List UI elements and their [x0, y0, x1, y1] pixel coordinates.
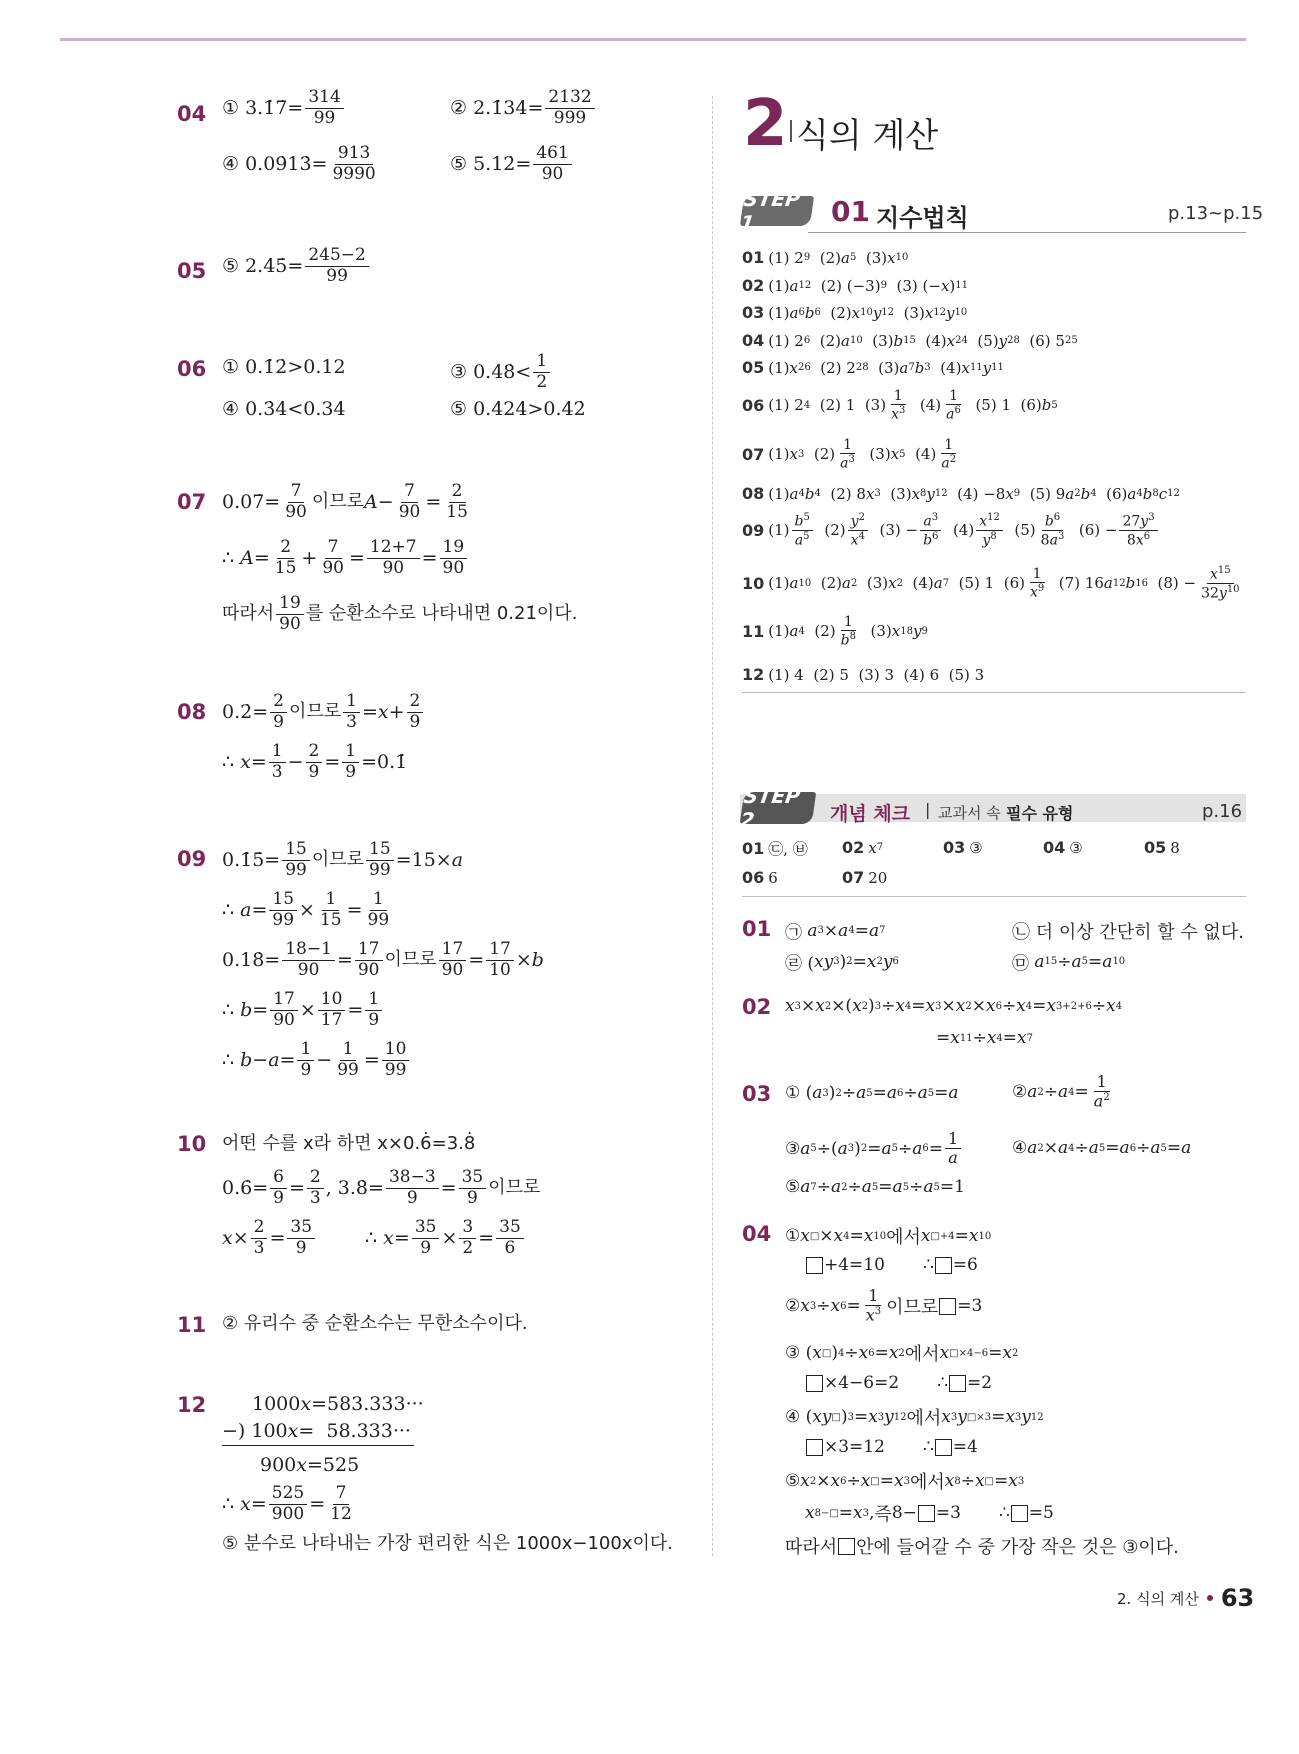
step1-answer: 07 (1) x 3 (2) $\frac{1}{a^3}$ (3) x 5 (4) $\frac{1}{a^2}$: [742, 437, 957, 472]
answer-line: = x 11 ÷ x 4 = x 7: [936, 1028, 1034, 1048]
step2-answer: 01 ㉢, ㉥: [742, 839, 808, 858]
step1-bottom-rule: [742, 692, 1246, 693]
step1-number: 01: [831, 195, 870, 228]
answer-line: ① ( a 3 ) 2 ÷ a 5 = a 6 ÷ a 5 = a: [785, 1083, 959, 1103]
answer-line: 0.2̇= $\frac{2}{9}$ 이므로 $\frac{1}{3}$ = x + $\frac{2}{9}$: [222, 692, 425, 732]
problem-number: 10: [177, 1132, 207, 1156]
top-rule: [60, 38, 1246, 41]
step1-answer: 06 (1) 2 4 (2) 1 (3) $\frac{1}{x^3}$ (4) $\frac{1}{a^6}$ (5) 1 (6) b 5: [742, 388, 1058, 423]
answer-line: x 3 × x 2 ×( x 2 ) 3 ÷ x 4 = x 3 × x 2 × x 6 ÷ x 4 = x 3+2+6 ÷ x 4: [785, 996, 1123, 1016]
answer-line: ⑤ a 7 ÷ a 2 ÷ a 5 = a 5 ÷ a 5 =1: [785, 1177, 965, 1197]
problem-number: 07: [177, 490, 207, 514]
step1-rule: [808, 232, 1246, 233]
answer-line: ㉡ 더 이상 간단히 할 수 없다.: [1012, 922, 1244, 943]
step2-answer: 03 ③: [943, 838, 983, 857]
answer-line: −) 100 x = 58.333···: [222, 1422, 414, 1446]
answer-line: ∴ b = $\frac{17}{90}$ × $\frac{10}{17}$ = $\frac{1}{9}$: [222, 990, 384, 1030]
problem-number: 01: [742, 917, 772, 941]
chapter-number: 2: [743, 87, 788, 161]
step1-page-ref: p.13~p.15: [1168, 203, 1264, 224]
step1-answer: 08 (1) a 4 b 4 (2) 8 x 3 (3) x 8 y 12 (4) −8 x 9 (5) 9 a 2 b 4 (6) a 4 b 8 c 12: [742, 484, 1180, 503]
answer-line: ×4−6=2 ∴ =2: [805, 1373, 992, 1393]
footer-section: 2. 식의 계산: [1117, 1589, 1199, 1608]
problem-number: 08: [177, 700, 207, 724]
step2-subtitle: 교과서 속: [938, 804, 1001, 822]
problem-number: 03: [742, 1082, 772, 1106]
answer-line: ⑤ 2.4̇5̇= $\frac{245-2}{99}$: [222, 246, 371, 286]
page-footer: [1117, 1584, 1254, 1612]
chapter-divider: [790, 120, 792, 142]
answer-line: ② a 2 ÷ a 4 = $\frac{1}{a^2}$: [1012, 1072, 1110, 1111]
step1-answer: 02 (1) a 12 (2) (−3) 9 (3) (− x ) 11: [742, 276, 968, 295]
column-divider: [712, 96, 713, 1556]
problem-number: 06: [177, 357, 207, 381]
answer-line: ② 2.1̇34̇= $\frac{2132}{999}$: [450, 88, 597, 128]
answer-line: 0.6̇= $\frac{6}{9}$ = $\frac{2}{3}$ , 3.8̇= $\frac{38-3}{9}$ = $\frac{35}{9}$ 이므로: [222, 1167, 541, 1208]
step2-answer: 07 20: [842, 868, 888, 887]
answer-line: 0.07̇= $\frac{7}{90}$ 이므로 A − $\frac{7}{90}$ = $\frac{2}{15}$: [222, 481, 468, 522]
answer-line: x 8−□ = x 3 , 즉 8− =3 ∴ =5: [805, 1503, 1054, 1525]
step1-answer: 04 (1) 2 6 (2) a 10 (3) b 15 (4) x 24 (5) y 28 (6) 5 25: [742, 331, 1078, 350]
step2-answer: 02 x 7: [842, 838, 884, 857]
answer-line: 어떤 수를 x라 하면 x×0.6̇=3.8̇: [222, 1133, 476, 1154]
step2-badge: STEP 2: [740, 792, 816, 824]
step2-subtitle-bold: 필수 유형: [1006, 804, 1074, 823]
answer-line: ⑤ 0.4̇24̇>0.42̇: [450, 398, 586, 420]
answer-line: x × $\frac{2}{3}$ = $\frac{35}{9}$ ∴ x = $\frac{35}{9}$ × $\frac{3}{2}$ = $\frac{35}{6}$: [222, 1218, 526, 1258]
problem-number: 04: [177, 102, 207, 126]
problem-number: 11: [177, 1313, 207, 1337]
answer-line: ④ ( xy □ ) 3 = x 3 y 12 에서 x 3 y □×3 = x 3 y 12: [785, 1407, 1044, 1429]
answer-line: 따라서 안에 들어갈 수 중 가장 작은 것은 ③이다.: [785, 1537, 1179, 1558]
answer-line: ∴ x = $\frac{525}{900}$ = $\frac{7}{12}$: [222, 1483, 352, 1524]
problem-number: 05: [177, 259, 207, 283]
step1-badge: STEP 1: [740, 196, 814, 226]
answer-line: ② x 3 ÷ x 6 = $\frac{1}{x^3}$ 이므로 =3: [785, 1286, 983, 1325]
answer-line: 1000 x =583.333···: [252, 1393, 424, 1415]
answer-line: ① 3.1̇7̇= $\frac{314}{99}$: [222, 88, 346, 128]
problem-number: 02: [742, 995, 772, 1019]
answer-line: ∴ a = $\frac{15}{99}$ × $\frac{1}{15}$ = $\frac{1}{99}$: [222, 889, 390, 930]
answer-line: ④ 0.09̇13̇= $\frac{913}{9990}$: [222, 143, 376, 184]
problem-number: 12: [177, 1393, 207, 1417]
bullet-icon: [1207, 1595, 1213, 1601]
step1-answer: 09 (1) $\frac{b^5}{a^5}$ (2) $\frac{y^2}{x^4}$ (3) − $\frac{a^3}{b^6}$ (4) $\frac{x^{12}}{y^8}$ (5) $\frac{b^6}{8a^3}$ (6) − $\frac{27y^3}{8x^6}$: [742, 512, 1160, 549]
step2-answer: 04 ③: [1043, 838, 1083, 857]
step2-page-ref: p.16: [1202, 801, 1243, 822]
step2-answer: 05 8: [1144, 838, 1180, 857]
answer-line: ⑤ x 2 × x 6 ÷ x □ = x 3 에서 x 8 ÷ x □ = x 3: [785, 1471, 1025, 1493]
step1-answer: 12 (1) 4 (2) 5 (3) 3 (4) 6 (5) 3: [742, 665, 985, 684]
step1-answer: 03 (1) a 6 b 6 (2) x 10 y 12 (3) x 12 y 10: [742, 303, 968, 322]
step2-answer: 06 6: [742, 868, 778, 887]
answer-line: ㉠ a 3 × a 4 = a 7: [785, 920, 886, 943]
answer-line: ② 유리수 중 순환소수는 무한소수이다.: [222, 1313, 528, 1334]
answer-line: ∴ x = $\frac{1}{3}$ − $\frac{2}{9}$ = $\frac{1}{9}$ =0.1̇: [222, 741, 408, 782]
answer-line: ㉤ a 15 ÷ a 5 = a 10: [1012, 951, 1126, 974]
answer-line: ∴ A = $\frac{2}{15}$ + $\frac{7}{90}$ = $\frac{12+7}{90}$ = $\frac{19}{90}$: [222, 538, 469, 578]
answer-line: ⑤ 분수로 나타내는 가장 편리한 식은 1000x−100x이다.: [222, 1533, 673, 1554]
step1-title: 지수법칙: [876, 204, 969, 232]
answer-line: ③ 0.48̇< $\frac{1}{2}$: [450, 352, 552, 392]
page-number: 63: [1220, 1584, 1255, 1612]
answer-line: ∴ b − a = $\frac{1}{9}$ − $\frac{1}{99}$ = $\frac{10}{99}$: [222, 1040, 411, 1080]
answer-line: ③ a 5 ÷( a 3 ) 2 = a 5 ÷ a 6 = $\frac{1}{a}$: [785, 1130, 963, 1168]
answer-line: 0.1̇5̇= $\frac{15}{99}$ 이므로 $\frac{15}{99}$ =15× a: [222, 839, 464, 880]
step1-answer: 01 (1) 2 9 (2) a 5 (3) x 10: [742, 248, 909, 267]
answer-line: ⑤ 5.12̇= $\frac{461}{90}$: [450, 144, 574, 184]
answer-line: ④ 0.3̇4̇<0.34̇: [222, 398, 346, 420]
answer-line: 따라서 $\frac{19}{90}$ 를 순환소수로 나타내면 0.21̇이다.: [222, 593, 578, 634]
chapter-title: 식의 계산: [796, 116, 939, 156]
step1-answer: 10 (1) a 10 (2) a 2 (3) x 2 (4) a 7 (5) 1 (6) $\frac{1}{x^9}$ (7) 16 a 12 b 16 (8) − $\frac{x^{15}}{32y^{10}}$: [742, 565, 1240, 602]
answer-line: 900 x =525: [260, 1454, 360, 1476]
problem-number: 09: [177, 847, 207, 871]
answer-line: 0.18̇= $\frac{18-1}{90}$ = $\frac{17}{90}$ 이므로 $\frac{17}{90}$ = $\frac{17}{10}$ × b: [222, 939, 544, 980]
step1-answer: 11 (1) a 4 (2) $\frac{1}{b^8}$ (3) x 18 y 9: [742, 614, 928, 649]
answer-line: ① x □ × x 4 = x 10 에서 x □+4 = x 10: [785, 1226, 992, 1248]
answer-line: ① 0.1̇2̇>0.12: [222, 356, 346, 378]
answer-line: +4=10 ∴ =6: [805, 1255, 978, 1275]
step1-answer: 05 (1) x 26 (2) 2 28 (3) a 7 b 3 (4) x 11 y 11: [742, 358, 1004, 377]
problem-number: 04: [742, 1222, 772, 1246]
step2-rule: [742, 896, 1246, 897]
step2-title: 개념 체크: [830, 803, 911, 825]
answer-line: ㉣ ( xy 3 ) 2 = x 2 y 6: [785, 951, 899, 974]
answer-line: ③ ( x □ ) 4 ÷ x 6 = x 2 에서 x □×4−6 = x 2: [785, 1343, 1019, 1365]
answer-line: ×3=12 ∴ =4: [805, 1437, 978, 1457]
answer-line: ④ a 2 × a 4 ÷ a 5 = a 6 ÷ a 5 = a: [1012, 1138, 1192, 1158]
